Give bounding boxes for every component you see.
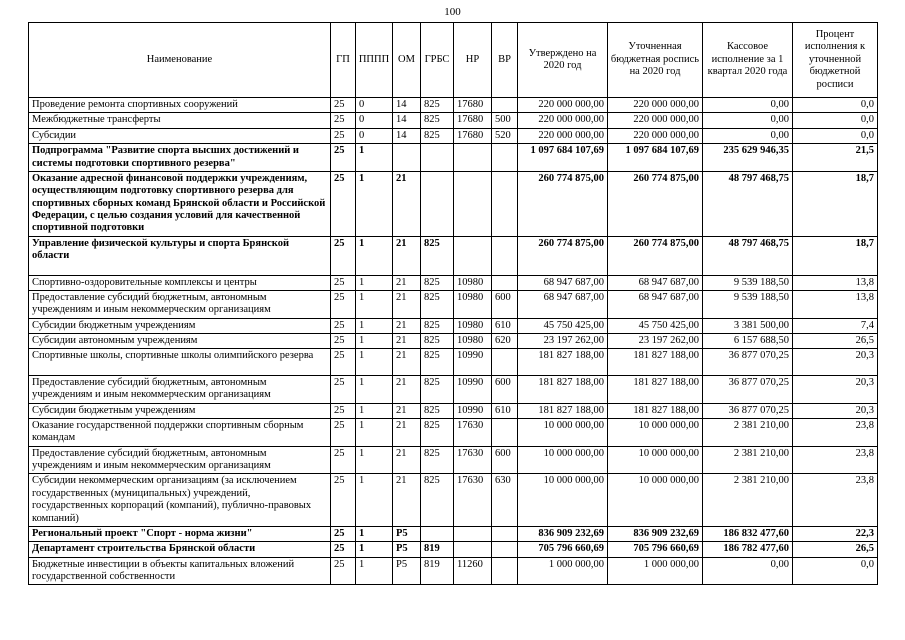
- cell-gp: 25: [331, 418, 356, 446]
- cell-nr: [454, 526, 492, 541]
- cell-nr: 17630: [454, 446, 492, 474]
- cell-percent: 21,5: [793, 144, 878, 172]
- cell-grbs: 825: [421, 446, 454, 474]
- budget-table: [28, 22, 878, 585]
- column-header-vr: ВР: [492, 23, 518, 98]
- cell-gp: 25: [331, 144, 356, 172]
- cell-vr: [492, 236, 518, 275]
- cell-vr: [492, 418, 518, 446]
- cell-vr: [492, 542, 518, 557]
- cell-gp: 25: [331, 171, 356, 236]
- cell-updated: 260 774 875,00: [608, 171, 703, 236]
- cell-nr: 10980: [454, 318, 492, 333]
- cell-pppp: 1: [356, 144, 393, 172]
- cell-gp: 25: [331, 318, 356, 333]
- cell-pppp: 1: [356, 375, 393, 403]
- cell-gp: 25: [331, 236, 356, 275]
- cell-om: Р5: [393, 526, 421, 541]
- cell-vr: 610: [492, 318, 518, 333]
- cell-percent: 26,5: [793, 334, 878, 349]
- cell-updated: 10 000 000,00: [608, 418, 703, 446]
- cell-percent: 23,8: [793, 418, 878, 446]
- cell-approved: 705 796 660,69: [518, 542, 608, 557]
- column-header-percent: Процент исполнения к уточненной бюджетной росписи: [793, 23, 878, 98]
- cell-approved: 1 000 000,00: [518, 557, 608, 585]
- column-header-gp: ГП: [331, 23, 356, 98]
- table-row: [29, 375, 878, 403]
- cell-updated: 260 774 875,00: [608, 236, 703, 275]
- cell-name: Субсидии бюджетным учреждениям: [29, 318, 331, 333]
- cell-name: Субсидии автономным учреждениям: [29, 334, 331, 349]
- cell-percent: 23,8: [793, 446, 878, 474]
- cell-approved: 260 774 875,00: [518, 236, 608, 275]
- cell-om: 14: [393, 98, 421, 113]
- cell-cash: 186 782 477,60: [703, 542, 793, 557]
- cell-gp: 25: [331, 403, 356, 418]
- cell-nr: 17630: [454, 418, 492, 446]
- cell-name: Спортивные школы, спортивные школы олимпийского резерва: [29, 349, 331, 375]
- cell-cash: 0,00: [703, 113, 793, 128]
- column-header-om: ОМ: [393, 23, 421, 98]
- table-row: [29, 526, 878, 541]
- table-row: [29, 128, 878, 143]
- cell-updated: 68 947 687,00: [608, 275, 703, 290]
- cell-percent: 20,3: [793, 349, 878, 375]
- cell-om: 21: [393, 375, 421, 403]
- cell-grbs: 825: [421, 318, 454, 333]
- cell-approved: 23 197 262,00: [518, 334, 608, 349]
- cell-vr: 600: [492, 290, 518, 318]
- cell-om: 14: [393, 113, 421, 128]
- cell-om: 21: [393, 403, 421, 418]
- cell-cash: 2 381 210,00: [703, 474, 793, 527]
- cell-nr: 10990: [454, 403, 492, 418]
- cell-grbs: 825: [421, 128, 454, 143]
- table-row: [29, 113, 878, 128]
- cell-om: 21: [393, 318, 421, 333]
- table-row: [29, 446, 878, 474]
- cell-name: Предоставление субсидий бюджетным, автономным учреждениям и иным некоммерческим организациям: [29, 290, 331, 318]
- cell-approved: 181 827 188,00: [518, 403, 608, 418]
- column-header-cash: Кассовое исполнение за 1 квартал 2020 года: [703, 23, 793, 98]
- cell-om: 14: [393, 128, 421, 143]
- cell-updated: 181 827 188,00: [608, 375, 703, 403]
- cell-name: Спортивно-оздоровительные комплексы и центры: [29, 275, 331, 290]
- cell-pppp: 1: [356, 418, 393, 446]
- cell-vr: [492, 144, 518, 172]
- cell-cash: 48 797 468,75: [703, 171, 793, 236]
- cell-nr: 10980: [454, 275, 492, 290]
- cell-percent: 20,3: [793, 375, 878, 403]
- table-row: [29, 349, 878, 375]
- cell-name: Бюджетные инвестиции в объекты капитальных вложений государственной собственности: [29, 557, 331, 585]
- cell-om: 21: [393, 446, 421, 474]
- table-row: [29, 334, 878, 349]
- cell-om: 21: [393, 334, 421, 349]
- cell-nr: 17630: [454, 474, 492, 527]
- cell-cash: 0,00: [703, 557, 793, 585]
- cell-percent: 23,8: [793, 474, 878, 527]
- cell-name: Предоставление субсидий бюджетным, автономным учреждениям и иным некоммерческим организациям: [29, 375, 331, 403]
- column-header-pppp: ПППП: [356, 23, 393, 98]
- cell-pppp: 0: [356, 113, 393, 128]
- cell-grbs: 825: [421, 474, 454, 527]
- cell-nr: 17680: [454, 128, 492, 143]
- cell-percent: 18,7: [793, 171, 878, 236]
- cell-updated: 68 947 687,00: [608, 290, 703, 318]
- cell-percent: 0,0: [793, 557, 878, 585]
- cell-vr: 620: [492, 334, 518, 349]
- cell-name: Субсидии: [29, 128, 331, 143]
- cell-cash: 235 629 946,35: [703, 144, 793, 172]
- cell-vr: [492, 275, 518, 290]
- cell-cash: 3 381 500,00: [703, 318, 793, 333]
- cell-updated: 1 097 684 107,69: [608, 144, 703, 172]
- cell-gp: 25: [331, 290, 356, 318]
- table-row: [29, 318, 878, 333]
- cell-approved: 181 827 188,00: [518, 375, 608, 403]
- cell-om: Р5: [393, 542, 421, 557]
- cell-percent: 20,3: [793, 403, 878, 418]
- cell-om: 21: [393, 275, 421, 290]
- cell-grbs: 819: [421, 557, 454, 585]
- cell-gp: 25: [331, 542, 356, 557]
- cell-gp: 25: [331, 375, 356, 403]
- cell-grbs: 825: [421, 375, 454, 403]
- table-row: [29, 418, 878, 446]
- cell-name: Подпрограмма "Развитие спорта высших достижений и системы подготовки спортивного резерва": [29, 144, 331, 172]
- cell-grbs: 825: [421, 275, 454, 290]
- cell-grbs: [421, 144, 454, 172]
- cell-name: Департамент строительства Брянской области: [29, 542, 331, 557]
- cell-om: 21: [393, 474, 421, 527]
- cell-cash: 0,00: [703, 98, 793, 113]
- cell-pppp: 1: [356, 526, 393, 541]
- cell-grbs: 825: [421, 113, 454, 128]
- cell-approved: 45 750 425,00: [518, 318, 608, 333]
- cell-updated: 45 750 425,00: [608, 318, 703, 333]
- cell-grbs: 819: [421, 542, 454, 557]
- cell-gp: 25: [331, 275, 356, 290]
- cell-pppp: 0: [356, 128, 393, 143]
- cell-approved: 10 000 000,00: [518, 446, 608, 474]
- table-row: [29, 403, 878, 418]
- cell-grbs: 825: [421, 290, 454, 318]
- cell-updated: 181 827 188,00: [608, 403, 703, 418]
- cell-pppp: 1: [356, 290, 393, 318]
- cell-updated: 1 000 000,00: [608, 557, 703, 585]
- cell-approved: 836 909 232,69: [518, 526, 608, 541]
- cell-om: 21: [393, 171, 421, 236]
- cell-gp: 25: [331, 128, 356, 143]
- cell-updated: 220 000 000,00: [608, 128, 703, 143]
- cell-name: Оказание адресной финансовой поддержки учреждениям, осуществляющим подготовку спортивного резерва для спортивных сборных команд Брянской области и Российской Федерации, с целью создания условий для качественной спортивной подготовки: [29, 171, 331, 236]
- cell-nr: 10990: [454, 349, 492, 375]
- cell-name: Межбюджетные трансферты: [29, 113, 331, 128]
- cell-approved: 220 000 000,00: [518, 98, 608, 113]
- cell-percent: 0,0: [793, 98, 878, 113]
- cell-grbs: 825: [421, 236, 454, 275]
- cell-cash: 36 877 070,25: [703, 403, 793, 418]
- cell-pppp: 1: [356, 275, 393, 290]
- cell-cash: 186 832 477,60: [703, 526, 793, 541]
- table-row: [29, 98, 878, 113]
- header-row: [29, 23, 878, 98]
- cell-cash: 2 381 210,00: [703, 418, 793, 446]
- cell-nr: [454, 542, 492, 557]
- cell-nr: 17680: [454, 113, 492, 128]
- table-header: [29, 23, 878, 98]
- cell-pppp: 1: [356, 542, 393, 557]
- cell-gp: 25: [331, 349, 356, 375]
- table-row: [29, 144, 878, 172]
- column-header-updated: Уточненная бюджетная роспись на 2020 год: [608, 23, 703, 98]
- cell-vr: 600: [492, 446, 518, 474]
- cell-nr: [454, 171, 492, 236]
- cell-approved: 220 000 000,00: [518, 128, 608, 143]
- column-header-approved: Утверждено на 2020 год: [518, 23, 608, 98]
- cell-pppp: 1: [356, 334, 393, 349]
- cell-updated: 181 827 188,00: [608, 349, 703, 375]
- cell-gp: 25: [331, 557, 356, 585]
- cell-vr: [492, 98, 518, 113]
- cell-name: Оказание государственной поддержки спортивным сборным командам: [29, 418, 331, 446]
- table-body: [29, 98, 878, 585]
- cell-vr: 630: [492, 474, 518, 527]
- cell-grbs: 825: [421, 334, 454, 349]
- cell-approved: 220 000 000,00: [518, 113, 608, 128]
- cell-nr: 10990: [454, 375, 492, 403]
- cell-percent: 13,8: [793, 275, 878, 290]
- cell-percent: 0,0: [793, 128, 878, 143]
- cell-approved: 260 774 875,00: [518, 171, 608, 236]
- cell-cash: 9 539 188,50: [703, 290, 793, 318]
- cell-approved: 10 000 000,00: [518, 418, 608, 446]
- cell-vr: [492, 526, 518, 541]
- cell-pppp: 1: [356, 349, 393, 375]
- cell-vr: 610: [492, 403, 518, 418]
- cell-updated: 220 000 000,00: [608, 98, 703, 113]
- cell-percent: 0,0: [793, 113, 878, 128]
- table-row: [29, 542, 878, 557]
- cell-gp: 25: [331, 474, 356, 527]
- cell-approved: 10 000 000,00: [518, 474, 608, 527]
- cell-percent: 18,7: [793, 236, 878, 275]
- cell-om: 21: [393, 290, 421, 318]
- cell-om: Р5: [393, 557, 421, 585]
- cell-cash: 6 157 688,50: [703, 334, 793, 349]
- cell-gp: 25: [331, 113, 356, 128]
- cell-vr: [492, 557, 518, 585]
- cell-om: 21: [393, 418, 421, 446]
- cell-grbs: 825: [421, 98, 454, 113]
- cell-pppp: 1: [356, 474, 393, 527]
- cell-vr: [492, 349, 518, 375]
- cell-nr: [454, 236, 492, 275]
- cell-nr: 11260: [454, 557, 492, 585]
- cell-nr: 10980: [454, 290, 492, 318]
- column-header-grbs: ГРБС: [421, 23, 454, 98]
- table-row: [29, 290, 878, 318]
- cell-name: Субсидии бюджетным учреждениям: [29, 403, 331, 418]
- cell-pppp: 1: [356, 236, 393, 275]
- cell-vr: [492, 171, 518, 236]
- cell-om: [393, 144, 421, 172]
- cell-pppp: 1: [356, 557, 393, 585]
- cell-cash: 36 877 070,25: [703, 375, 793, 403]
- cell-pppp: 1: [356, 446, 393, 474]
- cell-cash: 2 381 210,00: [703, 446, 793, 474]
- cell-name: Управление физической культуры и спорта Брянской области: [29, 236, 331, 275]
- table-row: [29, 236, 878, 275]
- cell-nr: [454, 144, 492, 172]
- table-row: [29, 474, 878, 527]
- cell-pppp: 1: [356, 171, 393, 236]
- cell-gp: 25: [331, 526, 356, 541]
- table-row: [29, 171, 878, 236]
- page-number: 100: [444, 6, 461, 18]
- cell-nr: 10980: [454, 334, 492, 349]
- cell-vr: 520: [492, 128, 518, 143]
- cell-percent: 7,4: [793, 318, 878, 333]
- cell-approved: 68 947 687,00: [518, 290, 608, 318]
- cell-percent: 13,8: [793, 290, 878, 318]
- cell-nr: 17680: [454, 98, 492, 113]
- cell-updated: 10 000 000,00: [608, 446, 703, 474]
- cell-updated: 836 909 232,69: [608, 526, 703, 541]
- cell-percent: 22,3: [793, 526, 878, 541]
- cell-cash: 9 539 188,50: [703, 275, 793, 290]
- cell-grbs: [421, 526, 454, 541]
- cell-pppp: 0: [356, 98, 393, 113]
- cell-name: Предоставление субсидий бюджетным, автономным учреждениям и иным некоммерческим организациям: [29, 446, 331, 474]
- column-header-nr: НР: [454, 23, 492, 98]
- cell-grbs: 825: [421, 349, 454, 375]
- cell-om: 21: [393, 236, 421, 275]
- cell-cash: 36 877 070,25: [703, 349, 793, 375]
- cell-vr: 600: [492, 375, 518, 403]
- cell-pppp: 1: [356, 403, 393, 418]
- table-row: [29, 557, 878, 585]
- cell-cash: 48 797 468,75: [703, 236, 793, 275]
- cell-name: Региональный проект "Спорт - норма жизни": [29, 526, 331, 541]
- cell-gp: 25: [331, 334, 356, 349]
- cell-name: Проведение ремонта спортивных сооружений: [29, 98, 331, 113]
- cell-updated: 10 000 000,00: [608, 474, 703, 527]
- cell-grbs: [421, 171, 454, 236]
- cell-om: 21: [393, 349, 421, 375]
- cell-grbs: 825: [421, 418, 454, 446]
- cell-percent: 26,5: [793, 542, 878, 557]
- cell-updated: 705 796 660,69: [608, 542, 703, 557]
- cell-approved: 68 947 687,00: [518, 275, 608, 290]
- cell-updated: 220 000 000,00: [608, 113, 703, 128]
- cell-name: Субсидии некоммерческим организациям (за исключением государственных (муниципальных) учреждений, государственных корпораций (компаний), публично-правовых компаний): [29, 474, 331, 527]
- cell-updated: 23 197 262,00: [608, 334, 703, 349]
- cell-pppp: 1: [356, 318, 393, 333]
- cell-cash: 0,00: [703, 128, 793, 143]
- cell-grbs: 825: [421, 403, 454, 418]
- cell-approved: 1 097 684 107,69: [518, 144, 608, 172]
- cell-approved: 181 827 188,00: [518, 349, 608, 375]
- cell-vr: 500: [492, 113, 518, 128]
- cell-gp: 25: [331, 446, 356, 474]
- table-row: [29, 275, 878, 290]
- cell-gp: 25: [331, 98, 356, 113]
- column-header-name: Наименование: [29, 23, 331, 98]
